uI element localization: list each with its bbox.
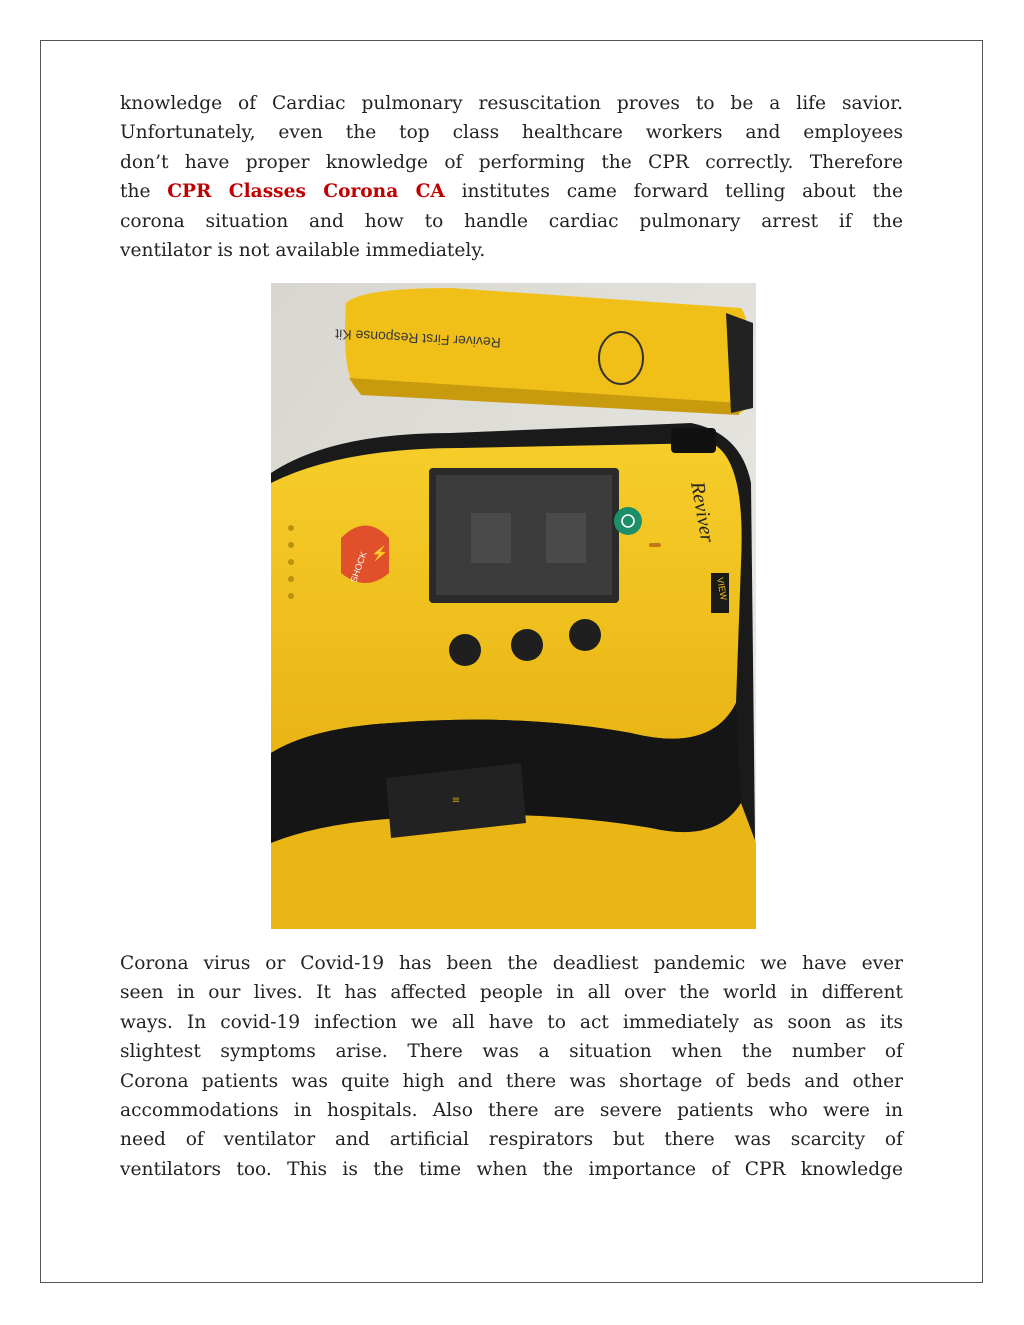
cpr-classes-link[interactable]: CPR Classes Corona CA (167, 181, 445, 203)
paragraph-2 (120, 949, 903, 1184)
text-line: knowledge of Cardiac pulmonary resuscitation proves to be a life savior. (120, 93, 903, 114)
shock-label: SHOCK (348, 550, 369, 584)
pouch-label: Reviver First Response Kit (334, 326, 502, 351)
text-line: Unfortunately, even the top class healthcare workers and employees (120, 122, 903, 144)
text-fragment: the (120, 181, 168, 203)
text-line: need of ventilator and artificial respirators but there was scarcity of (120, 1129, 903, 1151)
screen (429, 468, 619, 603)
pouch (335, 288, 753, 415)
text-line: ventilators too. This is the time when the importance of CPR knowledge (120, 1158, 903, 1180)
text-line: corona situation and how to handle cardiac pulmonary arrest if the (120, 210, 903, 232)
paragraph-1 (120, 89, 903, 265)
text-line: slightest symptoms arise. There was a situation when the number of (120, 1041, 903, 1063)
text-line: seen in our lives. It has affected people in all over the world in different (120, 982, 903, 1004)
shock-button (341, 526, 389, 584)
defibrillator-photo (271, 283, 756, 929)
text-line-with-link (120, 177, 903, 206)
text-fragment: institutes came forward telling about the (444, 181, 903, 203)
text-line: accommodations in hospitals. Also there are severe patients who were in (120, 1100, 903, 1122)
text-line: Corona patients was quite high and there was shortage of beds and other (120, 1070, 903, 1092)
brand-text: Reviver (686, 480, 719, 545)
text-line: Corona virus or Covid-19 has been the deadliest pandemic we have ever (120, 953, 903, 974)
svg-text:≡: ≡ (451, 795, 461, 806)
svg-text:⚡: ⚡ (371, 546, 389, 562)
model-text: VIEW (715, 576, 729, 602)
text-line: ventilator is not available immediately. (120, 240, 486, 262)
text-line: don’t have proper knowledge of performing the CPR correctly. Therefore (120, 151, 903, 173)
text-line: ways. In covid-19 infection we all have to act immediately as soon as its (120, 1011, 903, 1033)
